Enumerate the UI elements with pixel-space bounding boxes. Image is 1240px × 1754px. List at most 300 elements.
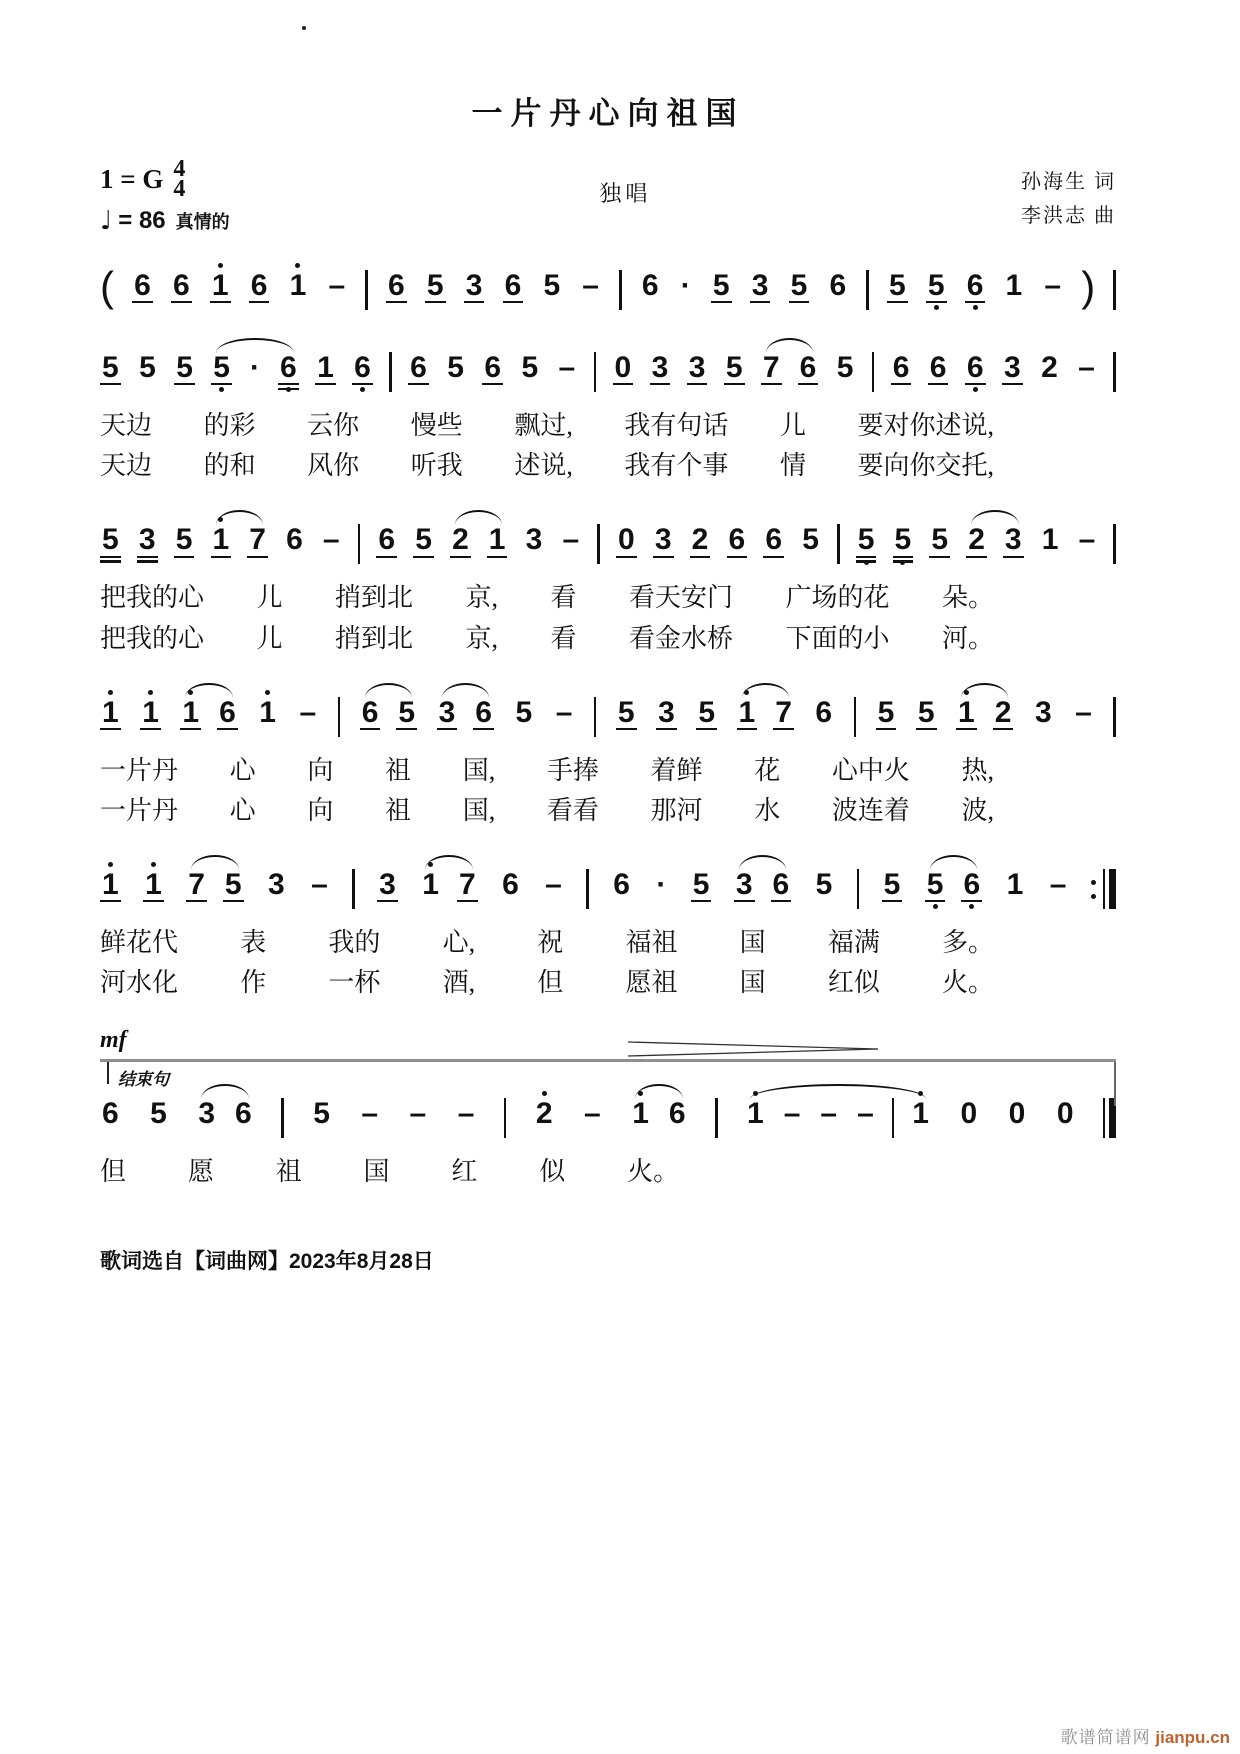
dot-below-slot — [814, 902, 835, 911]
dot-below-slot — [360, 730, 381, 739]
dot-above-slot — [594, 343, 597, 352]
note-token — [965, 343, 986, 394]
note-glyph: – — [457, 1096, 475, 1130]
note-glyph: 6 — [929, 351, 947, 384]
dot-above-slot — [389, 343, 392, 352]
note-glyph: 3 — [751, 269, 769, 302]
lyric-segment: 一片丹 — [100, 795, 179, 825]
dot-below-slot — [1113, 564, 1116, 573]
barline-mark — [857, 869, 860, 909]
dot-below-slot — [835, 385, 856, 394]
note-glyph: – — [582, 269, 599, 302]
note-token — [137, 343, 158, 394]
note-token — [761, 343, 782, 394]
dot-below-slot — [541, 303, 562, 312]
note-token — [315, 343, 336, 394]
note-token — [352, 343, 373, 394]
barline — [854, 688, 857, 746]
note-glyph: 6 — [388, 269, 405, 302]
barline — [1113, 343, 1116, 401]
dot-below-slot — [233, 1131, 254, 1140]
note-token — [210, 261, 231, 312]
lyric-segment: 但 — [537, 968, 564, 998]
key-signature — [100, 156, 230, 203]
dot-below-slot — [386, 303, 407, 312]
octave-dot — [753, 1091, 758, 1096]
dash-token — [1048, 860, 1069, 911]
slur-group — [211, 515, 268, 566]
repeat-barline — [1091, 860, 1116, 918]
dot-below-slot — [281, 1138, 284, 1147]
note-token — [137, 515, 158, 566]
note-glyph: 2 — [994, 695, 1012, 729]
note-token — [763, 515, 784, 566]
note-token — [696, 688, 717, 739]
note-token — [143, 860, 164, 911]
music-line — [100, 1089, 1116, 1147]
music-line — [100, 688, 1116, 746]
dot-below-slot — [1040, 558, 1061, 567]
lyric-segment: 手捧 — [546, 755, 599, 785]
note-glyph: 3 — [1004, 523, 1022, 557]
note-glyph: 5 — [521, 351, 539, 384]
note-token — [1003, 515, 1024, 566]
dot-above-slot — [1113, 515, 1116, 524]
note-glyph: 1 — [317, 351, 334, 384]
note-token — [1033, 688, 1054, 739]
dot-below-slot — [882, 902, 903, 911]
dot-below-slot — [929, 558, 950, 567]
note-token — [519, 343, 540, 394]
note-token — [174, 515, 195, 566]
note-token — [437, 688, 458, 739]
music-line — [100, 343, 1116, 401]
note-glyph: 6 — [361, 695, 379, 729]
barline-mark — [358, 524, 361, 564]
dot-below-slot — [679, 303, 693, 312]
lyric-segment: 儿 — [256, 623, 283, 653]
dot-below-slot — [519, 385, 540, 394]
credit-composer: 李洪志 曲 — [1020, 205, 1116, 227]
note-token — [650, 343, 671, 394]
dot-below-slot — [514, 730, 535, 739]
note-token — [750, 261, 771, 312]
lyric-segment: 把我的心 — [100, 623, 205, 653]
note-glyph: · — [680, 269, 691, 302]
watermark — [1061, 1723, 1230, 1748]
note-token — [800, 515, 821, 566]
octave-dot — [934, 305, 939, 310]
dot-below-slot — [248, 385, 262, 394]
barline — [1113, 515, 1116, 573]
lyric-segment: 国, — [462, 795, 496, 825]
barline-mark — [892, 1098, 895, 1138]
dot-below-slot — [425, 303, 446, 312]
dot-below-slot — [100, 1131, 121, 1140]
note-token — [891, 343, 912, 394]
barline — [715, 1089, 718, 1147]
dot-below-slot — [582, 1131, 603, 1140]
lyric-segment: 云你 — [307, 411, 360, 440]
note-token — [396, 688, 417, 739]
dot-below-slot — [734, 902, 755, 911]
slur-group — [420, 860, 477, 911]
time-signature — [173, 156, 186, 203]
dash-token — [359, 1089, 380, 1140]
dot-below-slot — [789, 303, 810, 312]
slur-group — [761, 343, 818, 394]
note-glyph: – — [555, 695, 573, 729]
note-glyph: 5 — [931, 523, 949, 557]
dot-below-slot — [174, 558, 195, 567]
meter-bottom: 4 — [173, 176, 186, 203]
dot-below-slot — [284, 558, 305, 567]
dot-below-slot — [140, 730, 161, 739]
note-glyph: 5 — [917, 695, 935, 729]
note-glyph: – — [311, 868, 328, 902]
dot-below-slot — [311, 1131, 332, 1140]
music-line — [100, 515, 1116, 573]
dot-below-slot — [408, 1131, 429, 1140]
note-glyph: 7 — [775, 695, 792, 729]
note-token — [814, 860, 835, 911]
dot-below-slot — [560, 558, 581, 567]
note-glyph: – — [1078, 523, 1096, 557]
lyric-segment: 表 — [240, 928, 267, 958]
dot-above-slot — [715, 1089, 718, 1098]
lyric-segment: 愿 — [187, 1156, 214, 1186]
lyric-segment: 天边 — [100, 411, 153, 440]
barline-mark — [1113, 352, 1116, 392]
lyric-segment: 多。 — [942, 928, 995, 958]
dot-below-slot — [358, 564, 361, 573]
note-glyph: 6 — [279, 351, 297, 384]
dot-below-slot — [696, 730, 717, 739]
note-glyph: 7 — [188, 868, 205, 902]
note-glyph: 1 — [142, 695, 159, 729]
note-glyph: 1 — [958, 695, 975, 729]
lyric-segment: 河水化 — [100, 968, 179, 998]
dot-below-slot — [352, 385, 373, 394]
dot-below-slot — [1042, 303, 1063, 312]
note-token — [413, 515, 434, 566]
lyric-segment: 波, — [961, 795, 995, 825]
dot-below-slot — [309, 902, 330, 911]
note-glyph: 5 — [139, 351, 156, 384]
note-glyph: 6 — [134, 269, 151, 302]
note-glyph: 2 — [968, 523, 985, 557]
lyric-segment: 红似 — [827, 968, 880, 998]
note-glyph: 5 — [836, 351, 854, 384]
note-glyph: 5 — [426, 269, 444, 302]
dot-below-slot — [396, 730, 417, 739]
barline — [594, 688, 597, 746]
octave-dot — [265, 690, 270, 695]
dot-below-slot — [653, 558, 674, 567]
dot-below-slot — [630, 1131, 651, 1140]
barline — [619, 261, 622, 319]
note-token — [211, 343, 232, 394]
note-glyph: 1 — [212, 523, 230, 557]
note-token — [100, 343, 121, 394]
note-glyph: 5 — [857, 523, 875, 557]
note-glyph: 6 — [728, 523, 746, 557]
note-token — [247, 515, 268, 566]
dot-below-slot — [524, 558, 545, 567]
dot-below-slot — [534, 1131, 555, 1140]
note-glyph: 1 — [102, 695, 119, 729]
note-glyph: 1 — [102, 868, 119, 902]
dot-below-slot — [613, 385, 634, 394]
lyric-segment: 我的 — [328, 928, 381, 958]
lyric-segment: 国 — [363, 1156, 390, 1186]
note-token — [100, 860, 121, 911]
slur-group — [211, 343, 298, 394]
lyric-segment: 国, — [462, 755, 496, 785]
lyric-segment: 心 — [229, 755, 256, 785]
note-glyph: 5 — [790, 269, 808, 302]
barline-mark — [1113, 524, 1116, 564]
note-token — [487, 515, 508, 566]
lyric-segment: 述说, — [514, 451, 573, 481]
credit-lyricist: 孙海生 词 — [1020, 171, 1116, 193]
dot-below-slot — [1113, 392, 1116, 401]
rest-token — [616, 515, 637, 566]
slur-group — [966, 515, 1023, 566]
dot-below-slot — [321, 558, 342, 567]
note-token — [876, 688, 897, 739]
note-token — [956, 688, 977, 739]
note-token — [771, 860, 792, 911]
performance-type: 独唱 — [599, 181, 652, 206]
note-token — [928, 343, 949, 394]
dot-below-slot — [654, 902, 668, 911]
close-parenthesis — [1081, 261, 1095, 315]
note-glyph: 0 — [1056, 1096, 1074, 1130]
note-glyph: – — [322, 523, 340, 557]
dot-below-slot — [727, 558, 748, 567]
lyric-segment: 捎到北 — [335, 583, 414, 613]
note-token — [745, 1089, 766, 1140]
barline-mark — [281, 1098, 284, 1138]
note-token — [257, 688, 278, 739]
slur-group — [196, 1089, 253, 1140]
note-glyph: 6 — [829, 269, 847, 302]
dot-below-slot — [1077, 558, 1098, 567]
dot-above-slot — [857, 860, 860, 869]
dot-below-slot — [763, 558, 784, 567]
dot-below-slot — [464, 303, 485, 312]
note-glyph: 7 — [458, 868, 476, 902]
note-glyph: 5 — [224, 868, 242, 902]
tempo-bpm: = 86 — [118, 206, 166, 234]
dot-below-slot — [866, 310, 869, 319]
dot-below-slot — [711, 303, 732, 312]
note-glyph: 3 — [138, 523, 156, 557]
note-glyph: – — [562, 523, 580, 557]
dot-below-slot — [650, 385, 671, 394]
note-glyph: 6 — [354, 351, 371, 384]
note-glyph: 7 — [762, 351, 780, 384]
barline — [281, 1089, 284, 1147]
note-glyph: 5 — [176, 351, 193, 384]
barline — [586, 860, 589, 918]
dot-above-slot — [281, 1089, 284, 1098]
note-glyph: 6 — [484, 351, 502, 384]
note-token — [856, 515, 877, 566]
note-token — [100, 515, 121, 566]
music-system-ending — [100, 1026, 1116, 1187]
note-glyph: 3 — [268, 868, 285, 902]
note-glyph: 3 — [379, 868, 396, 902]
barline-mark — [365, 270, 368, 310]
dot-below-slot — [148, 1131, 169, 1140]
dot-below-slot — [690, 558, 711, 567]
music-line — [100, 261, 1116, 319]
dash-token — [298, 688, 319, 739]
note-token — [926, 261, 947, 312]
note-token — [514, 688, 535, 739]
dot-above-slot — [597, 515, 600, 524]
note-token — [174, 343, 195, 394]
note-token — [653, 515, 674, 566]
lyric-segment: 要向你交托, — [857, 451, 995, 481]
lyric-segment: 着鲜 — [650, 755, 703, 785]
note-glyph: – — [1075, 695, 1092, 729]
note-glyph: 5 — [894, 523, 912, 557]
augmentation-dot — [679, 261, 693, 312]
note-glyph: 5 — [415, 523, 432, 557]
dot-below-slot — [965, 303, 986, 312]
note-glyph: – — [1078, 351, 1095, 384]
lyric-segment: 火。 — [942, 968, 995, 998]
lyric-segment: 儿 — [779, 411, 806, 440]
note-token — [1005, 860, 1026, 911]
dot-below-slot — [965, 385, 986, 394]
dot-above-slot — [892, 1089, 895, 1098]
dot-below-slot — [100, 385, 121, 394]
note-glyph: 5 — [313, 1096, 330, 1130]
note-glyph: 1 — [488, 523, 506, 557]
dot-below-slot — [1113, 310, 1116, 319]
note-glyph: 1 — [211, 269, 229, 302]
lyric-segment: 慢些 — [410, 411, 463, 440]
barline-mark — [619, 270, 622, 310]
note-token — [500, 860, 521, 911]
repeat-bar-mark — [1091, 869, 1116, 909]
octave-dot — [148, 690, 153, 695]
note-token — [925, 860, 946, 911]
note-token — [910, 1089, 931, 1140]
octave-dot — [219, 387, 224, 392]
lyric-segment: 祖 — [275, 1156, 302, 1186]
dot-above-slot — [872, 343, 875, 352]
dynamic-mf: mf — [100, 1026, 127, 1053]
barline-mark — [352, 869, 355, 909]
quarter-note-icon: ♩ — [100, 205, 113, 236]
lyric-segment: 看天安门 — [629, 583, 734, 613]
dash-token — [1077, 515, 1098, 566]
note-glyph: 1 — [289, 269, 307, 302]
augmentation-dot — [654, 860, 668, 911]
note-token — [789, 261, 810, 312]
note-glyph: 5 — [725, 351, 743, 384]
note-glyph: 7 — [249, 523, 266, 557]
note-glyph: 5 — [712, 269, 730, 302]
decrescendo-hairpin — [628, 1041, 878, 1062]
note-token — [798, 343, 819, 394]
note-glyph: 2 — [535, 1096, 553, 1130]
barline-mark — [586, 869, 589, 909]
lyric-segment: 水 — [754, 795, 781, 825]
note-glyph: 3 — [525, 523, 543, 557]
note-glyph: 1 — [1005, 269, 1023, 302]
dot-below-slot — [837, 564, 840, 573]
note-glyph: 1 — [422, 868, 439, 902]
footer-note: 歌词选自【词曲网】2023年8月28日 — [100, 1249, 434, 1273]
dash-token — [855, 1089, 876, 1140]
lyric-segment: 心中火 — [831, 755, 910, 785]
dot-below-slot — [925, 902, 946, 911]
note-token — [966, 515, 987, 566]
lyric-segment: 但 — [100, 1156, 127, 1186]
lyric-line-1 — [100, 755, 994, 786]
dot-below-slot — [180, 730, 201, 739]
lyric-segment: 酒, — [442, 968, 476, 998]
octave-dot — [933, 904, 938, 909]
note-glyph: 6 — [475, 695, 492, 729]
dot-below-slot — [687, 385, 708, 394]
note-token — [737, 688, 758, 739]
rest-token — [613, 343, 634, 394]
dash-token — [818, 1089, 839, 1140]
note-token — [687, 343, 708, 394]
dash-token — [1073, 688, 1094, 739]
note-glyph: 5 — [515, 695, 533, 729]
dot-below-slot — [445, 385, 466, 394]
dot-below-slot — [1091, 909, 1116, 918]
dot-below-slot — [554, 730, 575, 739]
key-prefix: 1 = G — [100, 163, 164, 194]
note-glyph: – — [299, 695, 317, 729]
dot-below-slot — [420, 902, 441, 911]
note-glyph: – — [584, 1096, 601, 1130]
note-token — [887, 261, 908, 312]
octave-dot — [218, 517, 223, 522]
dash-token — [560, 515, 581, 566]
dot-below-slot — [580, 303, 601, 312]
note-glyph: 6 — [892, 351, 910, 384]
note-glyph: – — [1044, 269, 1062, 302]
dash-token — [1042, 261, 1063, 312]
note-token — [311, 1089, 332, 1140]
rest-token — [1007, 1089, 1028, 1140]
dot-below-slot — [543, 902, 564, 911]
dot-above-slot — [1113, 688, 1116, 697]
slur-group — [437, 688, 494, 739]
score-area — [100, 261, 1116, 1187]
lyric-segment: 看金水桥 — [629, 623, 734, 653]
barline — [857, 860, 860, 918]
note-glyph: · — [656, 868, 667, 902]
dot-below-slot — [594, 392, 597, 401]
dot-below-slot — [761, 385, 782, 394]
note-glyph: 6 — [966, 269, 984, 302]
dash-token — [326, 261, 347, 312]
dot-below-slot — [365, 310, 368, 319]
octave-dot — [428, 862, 433, 867]
barline — [872, 343, 875, 401]
